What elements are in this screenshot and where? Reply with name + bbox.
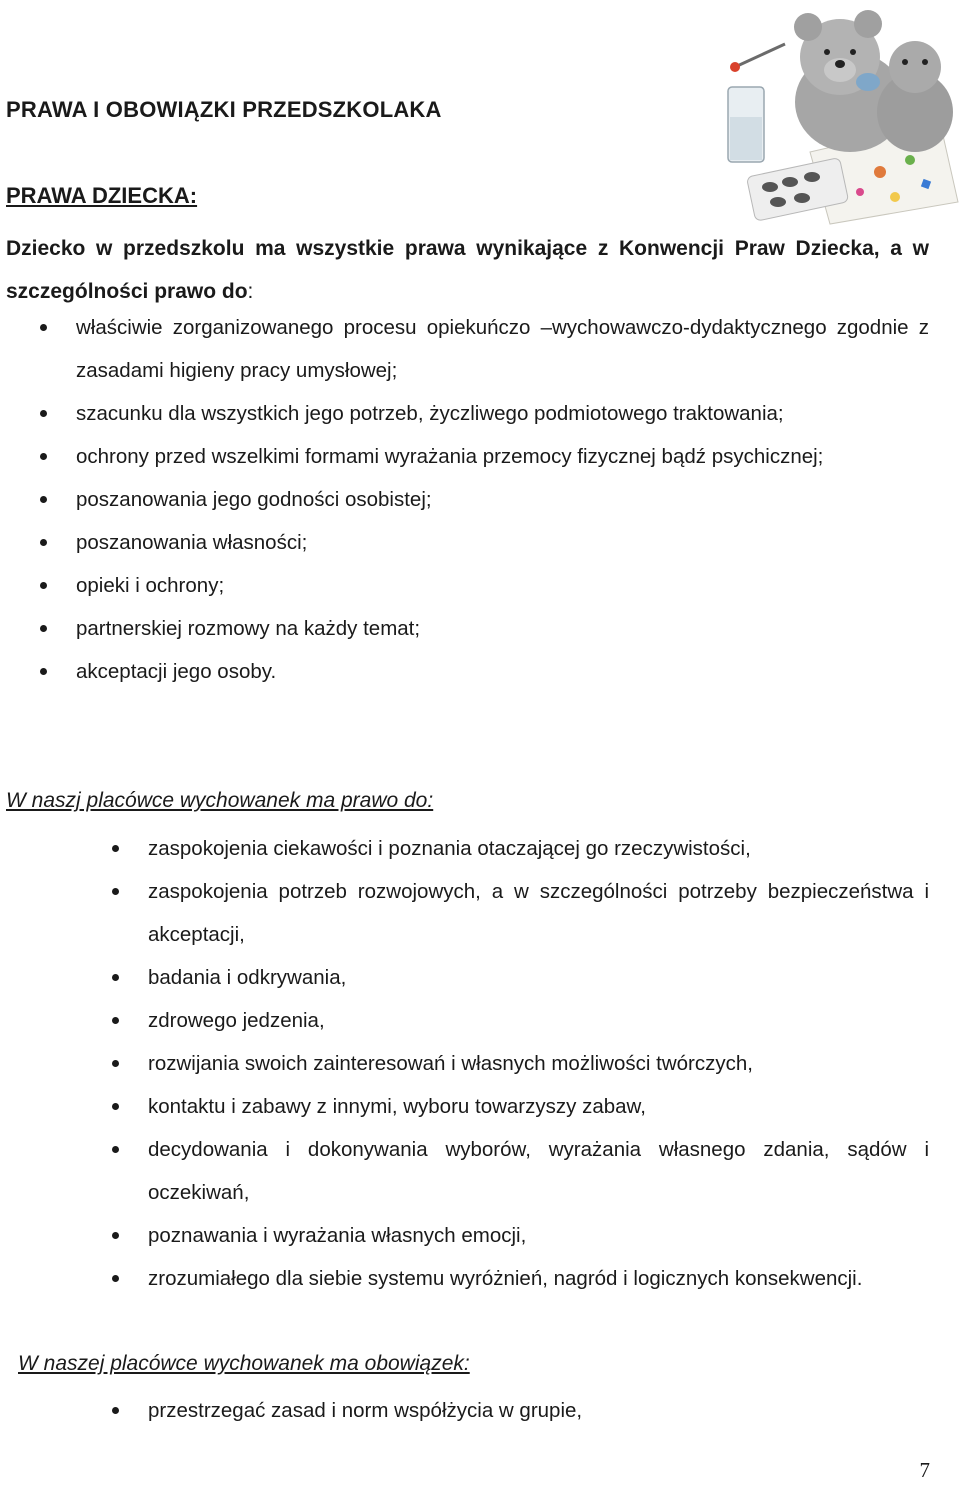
list-item bbox=[148, 1214, 929, 1257]
list-item bbox=[76, 478, 929, 521]
intro-paragraph bbox=[6, 227, 929, 313]
list-item-text: zdrowego jedzenia, bbox=[148, 1009, 325, 1032]
bullet-icon bbox=[40, 625, 47, 632]
list-item bbox=[148, 999, 929, 1042]
bullet-icon bbox=[112, 1232, 119, 1239]
duties-list bbox=[148, 1389, 929, 1432]
list-item bbox=[76, 607, 929, 650]
list-item bbox=[148, 1128, 929, 1214]
list-item-text: decydowania i dokonywania wyborów, wyrażania własnego zdania, sądów i oczekiwań, bbox=[148, 1138, 929, 1204]
bullet-icon bbox=[40, 410, 47, 417]
intro-text: Dziecko w przedszkolu ma wszystkie prawa wynikające z Konwencji Praw Dziecka, a w szczególności prawo do bbox=[6, 237, 929, 303]
list-item-text: poszanowania własności; bbox=[76, 531, 308, 554]
facility-rights-heading: W naszj placówce wychowanek ma prawo do: bbox=[6, 789, 434, 812]
page-number: 7 bbox=[919, 1458, 930, 1482]
bullet-icon bbox=[40, 668, 47, 675]
list-item-text: szacunku dla wszystkich jego potrzeb, życzliwego podmiotowego traktowania; bbox=[76, 402, 784, 425]
facility-rights-list bbox=[148, 827, 929, 1300]
list-item bbox=[148, 1042, 929, 1085]
bullet-icon bbox=[112, 1407, 119, 1414]
bullet-icon bbox=[112, 845, 119, 852]
list-item-text: rozwijania swoich zainteresowań i własnych możliwości twórczych, bbox=[148, 1052, 753, 1075]
list-item bbox=[76, 521, 929, 564]
bullet-icon bbox=[112, 888, 119, 895]
list-item bbox=[148, 1389, 929, 1432]
list-item-text: ochrony przed wszelkimi formami wyrażania przemocy fizycznej bądź psychicznej; bbox=[76, 445, 824, 468]
bullet-icon bbox=[40, 539, 47, 546]
list-item-text: właściwie zorganizowanego procesu opiekuńczo –wychowawczo-dydaktycznego zgodnie z zasadami higieny pracy umysłowej; bbox=[76, 316, 929, 382]
list-item bbox=[148, 1257, 929, 1300]
rights-heading: PRAWA DZIECKA: bbox=[6, 183, 198, 208]
bullet-icon bbox=[112, 1103, 119, 1110]
bullet-icon bbox=[40, 582, 47, 589]
page-title: PRAWA I OBOWIĄZKI PRZEDSZKOLAKA bbox=[6, 97, 442, 122]
list-item bbox=[148, 1085, 929, 1128]
bullet-icon bbox=[40, 453, 47, 460]
bullet-icon bbox=[112, 1017, 119, 1024]
list-item bbox=[76, 564, 929, 607]
list-item-text: poznawania i wyrażania własnych emocji, bbox=[148, 1224, 527, 1247]
bullet-icon bbox=[112, 974, 119, 981]
list-item-text: kontaktu i zabawy z innymi, wyboru towarzyszy zabaw, bbox=[148, 1095, 646, 1118]
list-item-text: partnerskiej rozmowy na każdy temat; bbox=[76, 617, 421, 640]
list-item-text: badania i odkrywania, bbox=[148, 966, 347, 989]
bullet-icon bbox=[112, 1146, 119, 1153]
duties-heading: W naszej placówce wychowanek ma obowiązek: bbox=[18, 1352, 470, 1375]
list-item bbox=[76, 435, 929, 478]
list-item bbox=[76, 392, 929, 435]
list-item bbox=[76, 306, 929, 392]
list-item-text: przestrzegać zasad i norm współżycia w grupie, bbox=[148, 1399, 583, 1422]
list-item-text: zaspokojenia potrzeb rozwojowych, a w szczególności potrzeby bezpieczeństwa i akceptacji, bbox=[148, 880, 929, 946]
list-item-text: opieki i ochrony; bbox=[76, 574, 225, 597]
teddy-bear-illustration bbox=[690, 2, 960, 226]
bullet-icon bbox=[112, 1275, 119, 1282]
list-item-text: poszanowania jego godności osobistej; bbox=[76, 488, 432, 511]
list-item bbox=[76, 650, 929, 693]
list-item-text: zrozumiałego dla siebie systemu wyróżnień, nagród i logicznych konsekwencji. bbox=[148, 1267, 863, 1290]
list-item-text: zaspokojenia ciekawości i poznania otaczającej go rzeczywistości, bbox=[148, 837, 751, 860]
list-item bbox=[148, 827, 929, 870]
bullet-icon bbox=[112, 1060, 119, 1067]
bullet-icon bbox=[40, 324, 47, 331]
rights-list bbox=[76, 306, 929, 693]
list-item-text: akceptacji jego osoby. bbox=[76, 660, 277, 683]
bullet-icon bbox=[40, 496, 47, 503]
intro-colon: : bbox=[247, 280, 254, 303]
list-item bbox=[148, 956, 929, 999]
list-item bbox=[148, 870, 929, 956]
